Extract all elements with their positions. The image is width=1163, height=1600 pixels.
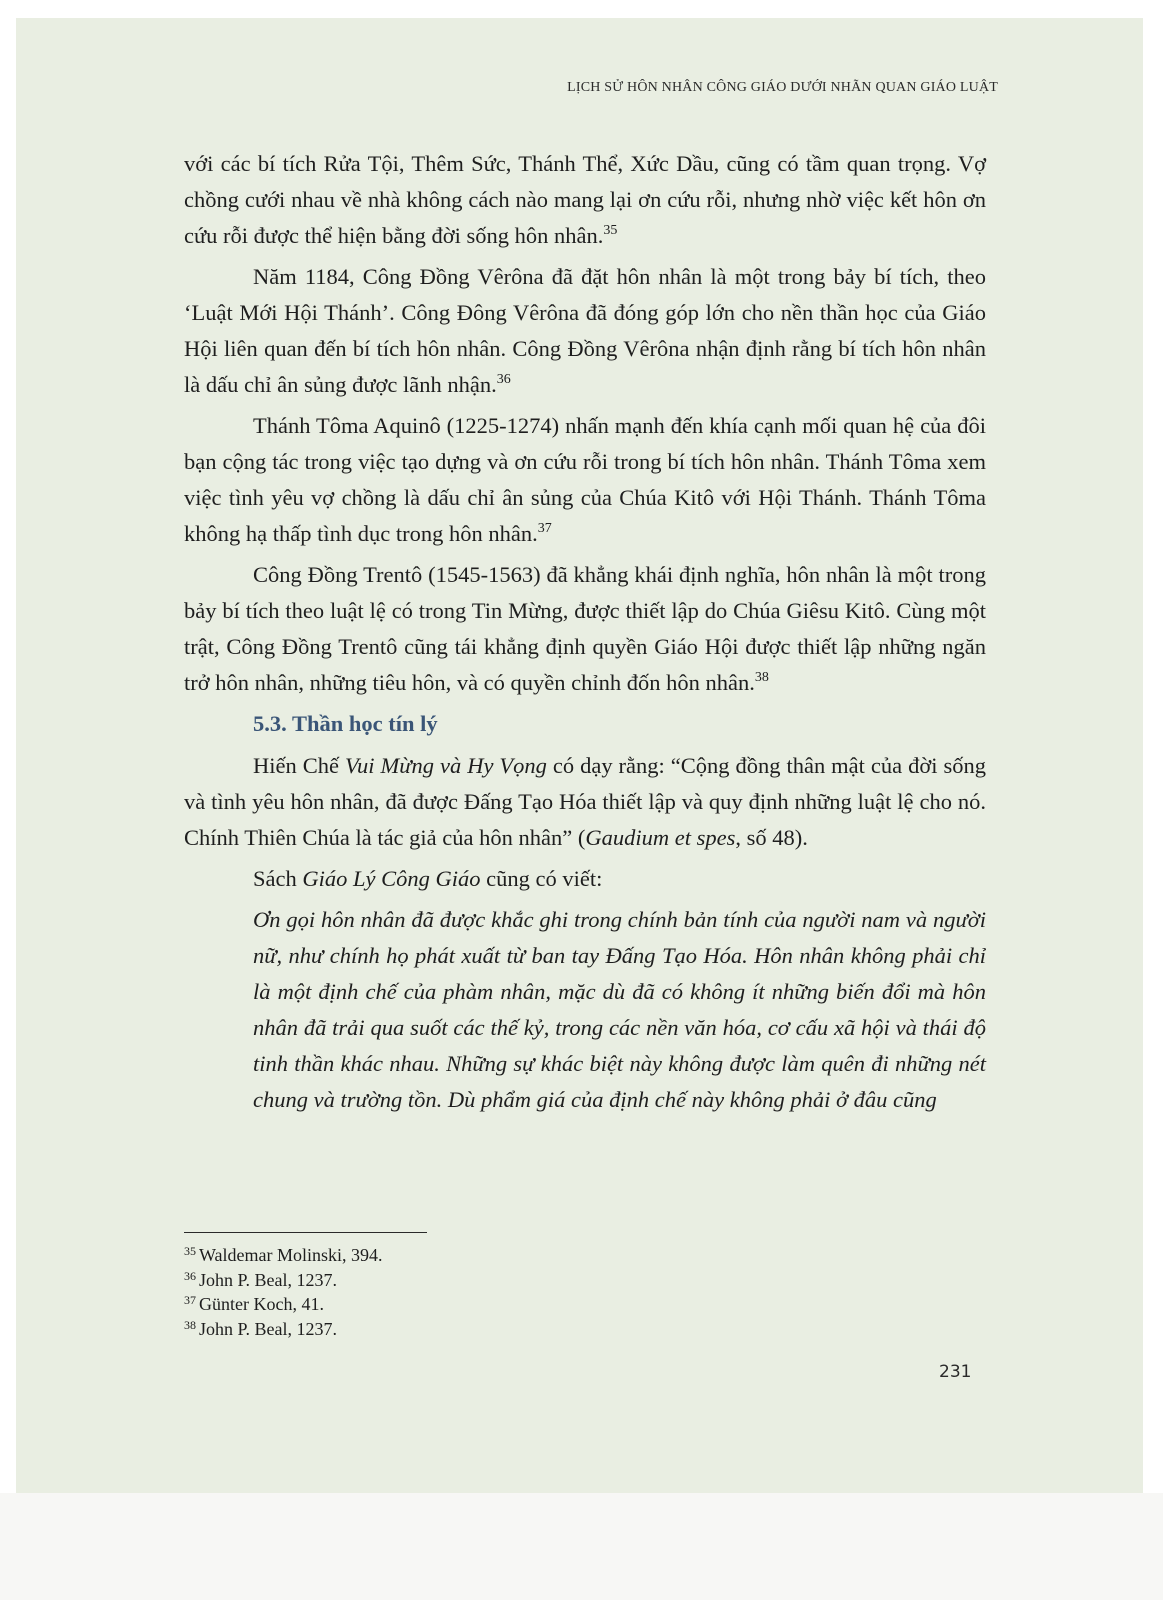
footnote-ref-36[interactable]: 36 <box>496 372 511 387</box>
footnote-38 <box>184 1317 383 1342</box>
footnote-37 <box>184 1292 383 1317</box>
title-gaudium-et-spes: Gaudium et spes <box>585 825 736 850</box>
title-giao-ly-cong-giao: Giáo Lý Công Giáo <box>302 866 481 891</box>
section-heading: 5.3. Thần học tín lý <box>253 711 438 736</box>
paragraph-4-text: Công Đồng Trentô (1545-1563) đã khẳng khái định nghĩa, hôn nhân là một trong bảy bí tích theo luật lệ có trong Tin Mừng, được thiết lập do Chúa Giêsu Kitô. Cùng một trật, Công Đồng Trentô cũng tái khẳng định quyền Giáo Hội được thiết lập những ngăn trở hôn nhân, những tiêu hôn, và có quyền chỉnh đốn hôn nhân. <box>184 562 986 695</box>
footnote-text: Waldemar Molinski, 394. <box>199 1245 383 1265</box>
footnote-text: John P. Beal, 1237. <box>199 1318 338 1339</box>
paragraph-5-part1: Hiến Chế <box>253 753 345 778</box>
page-number: 231 <box>939 1362 972 1382</box>
footnote-36 <box>184 1268 383 1293</box>
paragraph-4 <box>184 557 986 701</box>
footnote-number: 36 <box>184 1268 196 1283</box>
paragraph-1-text: với các bí tích Rửa Tội, Thêm Sức, Thánh Thể, Xức Dầu, cũng có tầm quan trọng. Vợ chồng cưới nhau về nhà không cách nào mang lại ơn cứu rỗi, nhưng nhờ việc kết hôn ơn cứu rỗi được thể hiện bằng đời sống hôn nhân. <box>184 151 986 248</box>
paragraph-3 <box>184 408 986 552</box>
paragraph-6 <box>184 861 986 897</box>
paragraph-6-part2: cũng có viết: <box>480 866 603 891</box>
title-vui-mung-va-hy-vong: Vui Mừng và Hy Vọng <box>344 753 547 778</box>
footnote-ref-35[interactable]: 35 <box>603 223 618 238</box>
running-header: LỊCH SỬ HÔN NHÂN CÔNG GIÁO DƯỚI NHÃN QUAN GIÁO LUẬT <box>567 80 998 95</box>
page-body <box>184 146 986 1123</box>
paragraph-2-text: Năm 1184, Công Đồng Vêrôna đã đặt hôn nhân là một trong bảy bí tích, theo ‘Luật Mới Hội Thánh’. Công Đông Vêrôna đã đóng góp lớn cho nền thần học của Giáo Hội liên quan đến bí tích hôn nhân. Công Đồng Vêrôna nhận định rằng bí tích hôn nhân là dấu chỉ ân sủng được lãnh nhận. <box>184 264 986 397</box>
footnote-ref-38[interactable]: 38 <box>754 670 769 685</box>
paragraph-2 <box>184 259 986 403</box>
footnote-number: 38 <box>184 1317 196 1332</box>
scan-background <box>0 1493 1163 1600</box>
paragraph-5 <box>184 748 986 856</box>
block-quote: Ơn gọi hôn nhân đã được khắc ghi trong chính bản tính của người nam và người nữ, như chính họ phát xuất từ ban tay Đấng Tạo Hóa. Hôn nhân không phải chỉ là một định chế của phàm nhân, mặc dù đã có không ít những biến đổi mà hôn nhân đã trải qua suốt các thế kỷ, trong các nền văn hóa, cơ cấu xã hội và thái độ tinh thần khác nhau. Những sự khác biệt này không được làm quên đi những nét chung và trường tồn. Dù phẩm giá của định chế này không phải ở đâu cũng <box>253 907 986 1112</box>
paragraph-6-part1: Sách <box>253 866 303 891</box>
footnote-text: Günter Koch, 41. <box>199 1294 324 1314</box>
paragraph-5-part3: , số 48). <box>735 825 808 850</box>
footnote-number: 35 <box>184 1244 196 1258</box>
paragraph-5-part2: có dạy rằng: “Cộng đồng thân mật của đời sống và tình yêu hôn nhân, đã được Đấng Tạo Hóa thiết lập và quy định những luật lệ cho nó. Chính Thiên Chúa là tác giả của hôn nhân” ( <box>184 753 986 850</box>
paragraph-1 <box>184 146 986 254</box>
footnote-divider <box>184 1232 427 1233</box>
paragraph-3-text: Thánh Tôma Aquinô (1225-1274) nhấn mạnh đến khía cạnh mối quan hệ của đôi bạn cộng tác trong việc tạo dựng và ơn cứu rỗi trong bí tích hôn nhân. Thánh Tôma xem việc tình yêu vợ chồng là dấu chỉ ân sủng của Chúa Kitô với Hội Thánh. Thánh Tôma không hạ thấp tình dục trong hôn nhân. <box>184 413 986 546</box>
footnote-ref-37[interactable]: 37 <box>537 521 552 536</box>
footnotes <box>184 1243 383 1341</box>
footnote-number: 37 <box>184 1293 196 1307</box>
footnote-text: John P. Beal, 1237. <box>199 1269 338 1290</box>
footnote-35 <box>184 1243 383 1268</box>
